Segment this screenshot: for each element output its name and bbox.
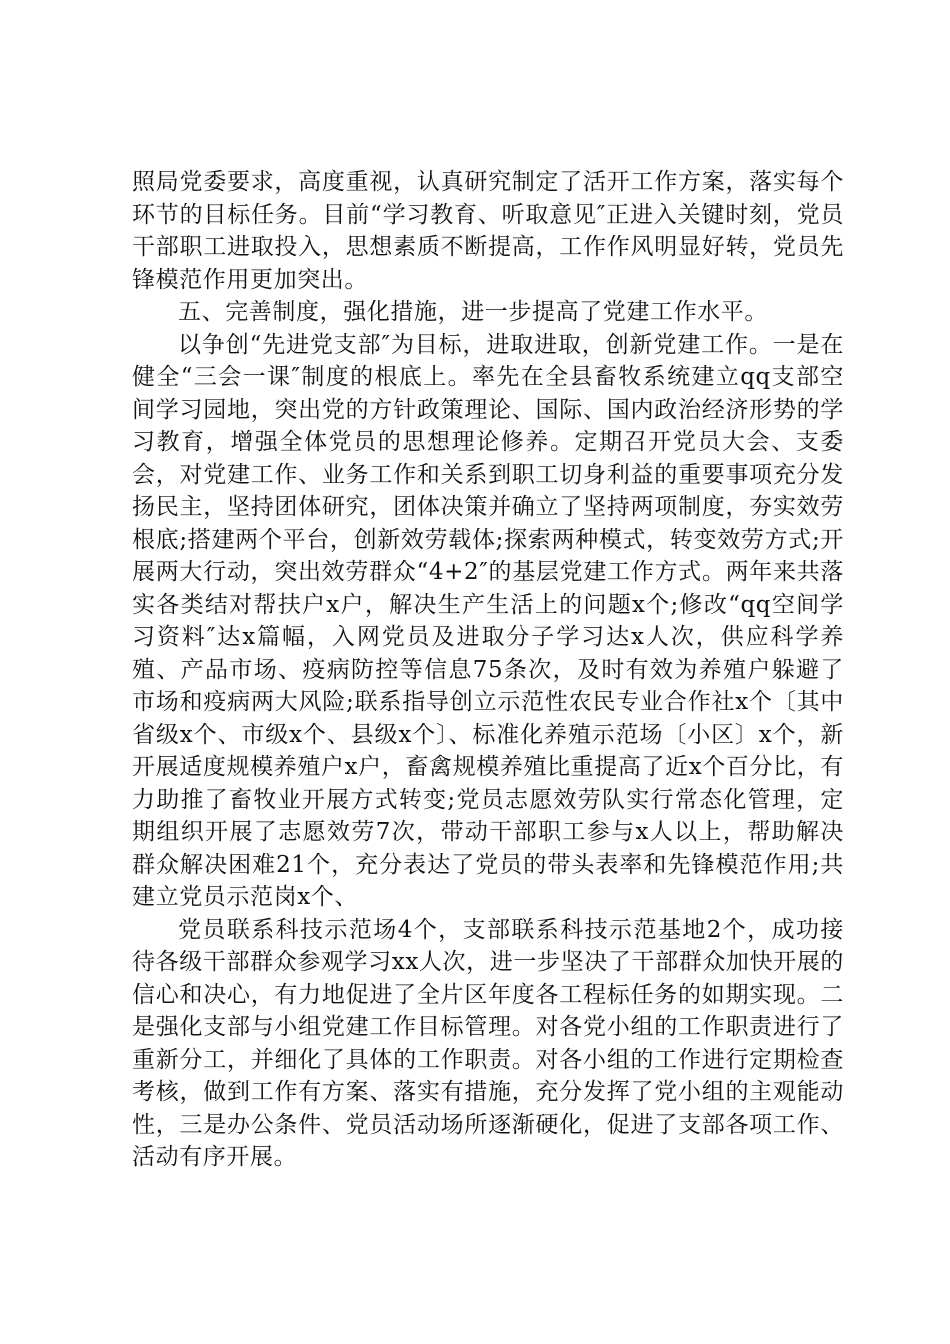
paragraph-3: 以争创“先进党支部″为目标，进取进取，创新党建工作。一是在健全“三会一课″制度的根底上。率先在全县畜牧系统建立qq支部空间学习园地，突出党的方针政策理论、国际、国内政治经济形势的学习教育，增强全体党员的思想理论修养。定期召开党员大会、支委会，对党建工作、业务工作和关系到职工切身利益的重要事项充分发扬民主，坚持团体研究，团体决策并确立了坚持两项制度，夯实效劳根底;搭建两个平台，创新效劳载体;探索两种模式，转变效劳方式;开展两大行动，突出效劳群众“4+2″的基层党建工作方式。两年来共落实各类结对帮扶户x户，解决生产生活上的问题x个;修改“qq空间学习资料″达x篇幅，入网党员及进取分子学习达x人次，供应科学养殖、产品市场、疫病防控等信息75条次，及时有效为养殖户躲避了市场和疫病两大风险;联系指导创立示范性农民专业合作社x个〔其中省级x个、市级x个、县级x个〕、标准化养殖示范场〔小区〕x个，新开展适度规模养殖户x户，畜禽规模养殖比重提高了近x个百分比，有力助推了畜牧业开展方式转变;党员志愿效劳队实行常态化管理，定期组织开展了志愿效劳7次，带动干部职工参与x人以上，帮助解决群众解决困难21个，充分表达了党员的带头表率和先锋模范作用;共建立党员示范岗x个、 (132, 331, 844, 910)
document-page (132, 166, 844, 1174)
paragraph-1: 照局党委要求，高度重视，认真研究制定了活开工作方案，落实每个环节的目标任务。目前“学习教育、听取意见″正进入关键时刻，党员干部职工进取投入，思想素质不断提高，工作作风明显好转，党员先锋模范作用更加突出。 (132, 169, 844, 293)
paragraph-2-heading: 五、完善制度，强化措施，进一步提高了党建工作水平。 (178, 299, 768, 325)
paragraph-4: 党员联系科技示范场4个，支部联系科技示范基地2个，成功接待各级干部群众参观学习xx人次，进一步坚决了干部群众加快开展的信心和决心，有力地促进了全片区年度各工程标任务的如期实现。二是强化支部与小组党建工作目标管理。对各党小组的工作职责进行了重新分工，并细化了具体的工作职责。对各小组的工作进行定期检查考核，做到工作有方案、落实有措施，充分发挥了党小组的主观能动性，三是办公条件、党员活动场所逐渐硬化，促进了支部各项工作、活动有序开展。 (132, 916, 844, 1170)
